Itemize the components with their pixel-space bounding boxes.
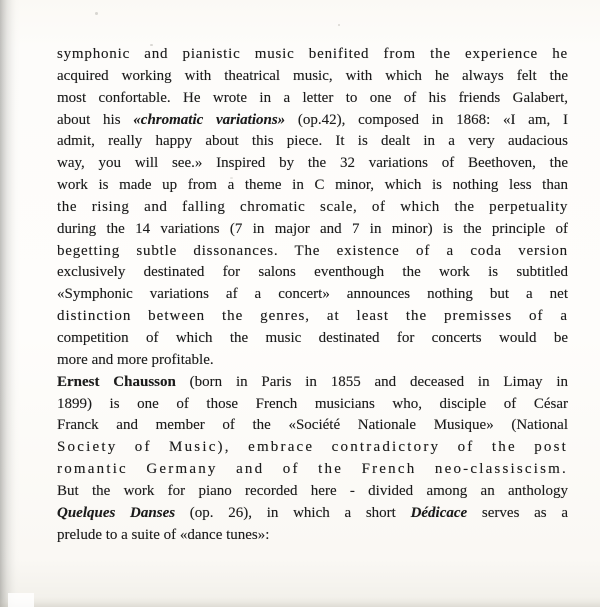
text-line [57,394,568,416]
text-line [57,284,568,306]
text-line [57,306,568,328]
text-line [57,503,568,525]
text-line [57,262,568,284]
text-segment: But the work for piano recorded here - divided among an anthology [57,482,568,499]
text-segment: prelude to a suite of «dance tunes»: [57,526,270,543]
text-segment: competition of which the music destinated for concerts would be [57,329,568,346]
text-segment: more and more profitable. [57,351,214,368]
text-line [57,459,568,481]
text-segment: «chromatic variations» [133,111,286,128]
text-line [57,197,568,219]
text-line [57,175,568,197]
text-segment: about his [57,111,134,128]
text-line [57,153,568,175]
text-segment: (born in Paris in 1855 and deceased in Limay in [175,373,568,390]
text-segment: Ernest Chausson [57,373,176,390]
text-line [57,88,568,110]
text-segment: begetting subtle dissonances. The existence of a coda version [57,242,568,259]
text-segment: (op.42), composed in 1868: «I am, I [285,111,568,128]
text-line [57,219,568,241]
text-segment: most confortable. He wrote in a letter to one of his friends Galabert, [57,89,568,106]
text-segment: the rising and falling chromatic scale, of which the perpetuality [57,198,568,215]
text-line [57,350,568,372]
text-line [57,328,568,350]
text-line [57,525,568,547]
text-segment: Dédicace [410,504,468,521]
dust-speck [338,24,340,26]
text-segment: distinction between the genres, at least the premisses of a [57,308,568,325]
text-segment: Franck and member of the «Société Nationale Musique» (National [57,417,568,434]
text-segment: admit, really happy about this piece. It is dealt in a very audacious [57,133,568,150]
text-line [57,415,568,437]
text-line [57,241,568,263]
text-line [57,437,568,459]
scan-bottom-edge-shadow [0,597,600,607]
text-line [57,44,568,66]
text-segment: during the 14 variations (7 in major and 7 in minor) is the principle of [57,220,568,237]
text-segment: work is made up from a theme in C minor, which is nothing less than [57,177,568,194]
text-segment: romantic Germany and of the French neo-classiscism. [57,461,568,478]
text-line [57,131,568,153]
text-segment: Society of Music), embrace contradictory of the post [57,439,568,456]
scan-left-edge-shadow [0,0,20,607]
text-segment: Quelques Danses [57,504,176,521]
text-segment: way, you will see.» Inspired by the 32 variations of Beethoven, the [57,155,568,172]
dust-speck [95,12,98,15]
text-segment: acquired working with theatrical music, with which he always felt the [57,67,568,84]
page-text [57,44,568,546]
text-line [57,372,568,394]
text-segment: 1899) is one of those French musicians who, disciple of César [57,395,568,412]
text-segment: (op. 26), in which a short [175,504,411,521]
text-segment: serves as a [467,504,568,521]
text-line [57,481,568,503]
text-line [57,66,568,88]
text-line [57,110,568,132]
scan-bottom-notch [8,593,34,607]
text-segment: exclusively destinated for salons eventhough the work is subtitled [57,264,568,281]
text-segment: symphonic and pianistic music benifited from the experience he [57,46,568,62]
text-segment: «Symphonic variations af a concert» announces nothing but a net [57,286,568,303]
